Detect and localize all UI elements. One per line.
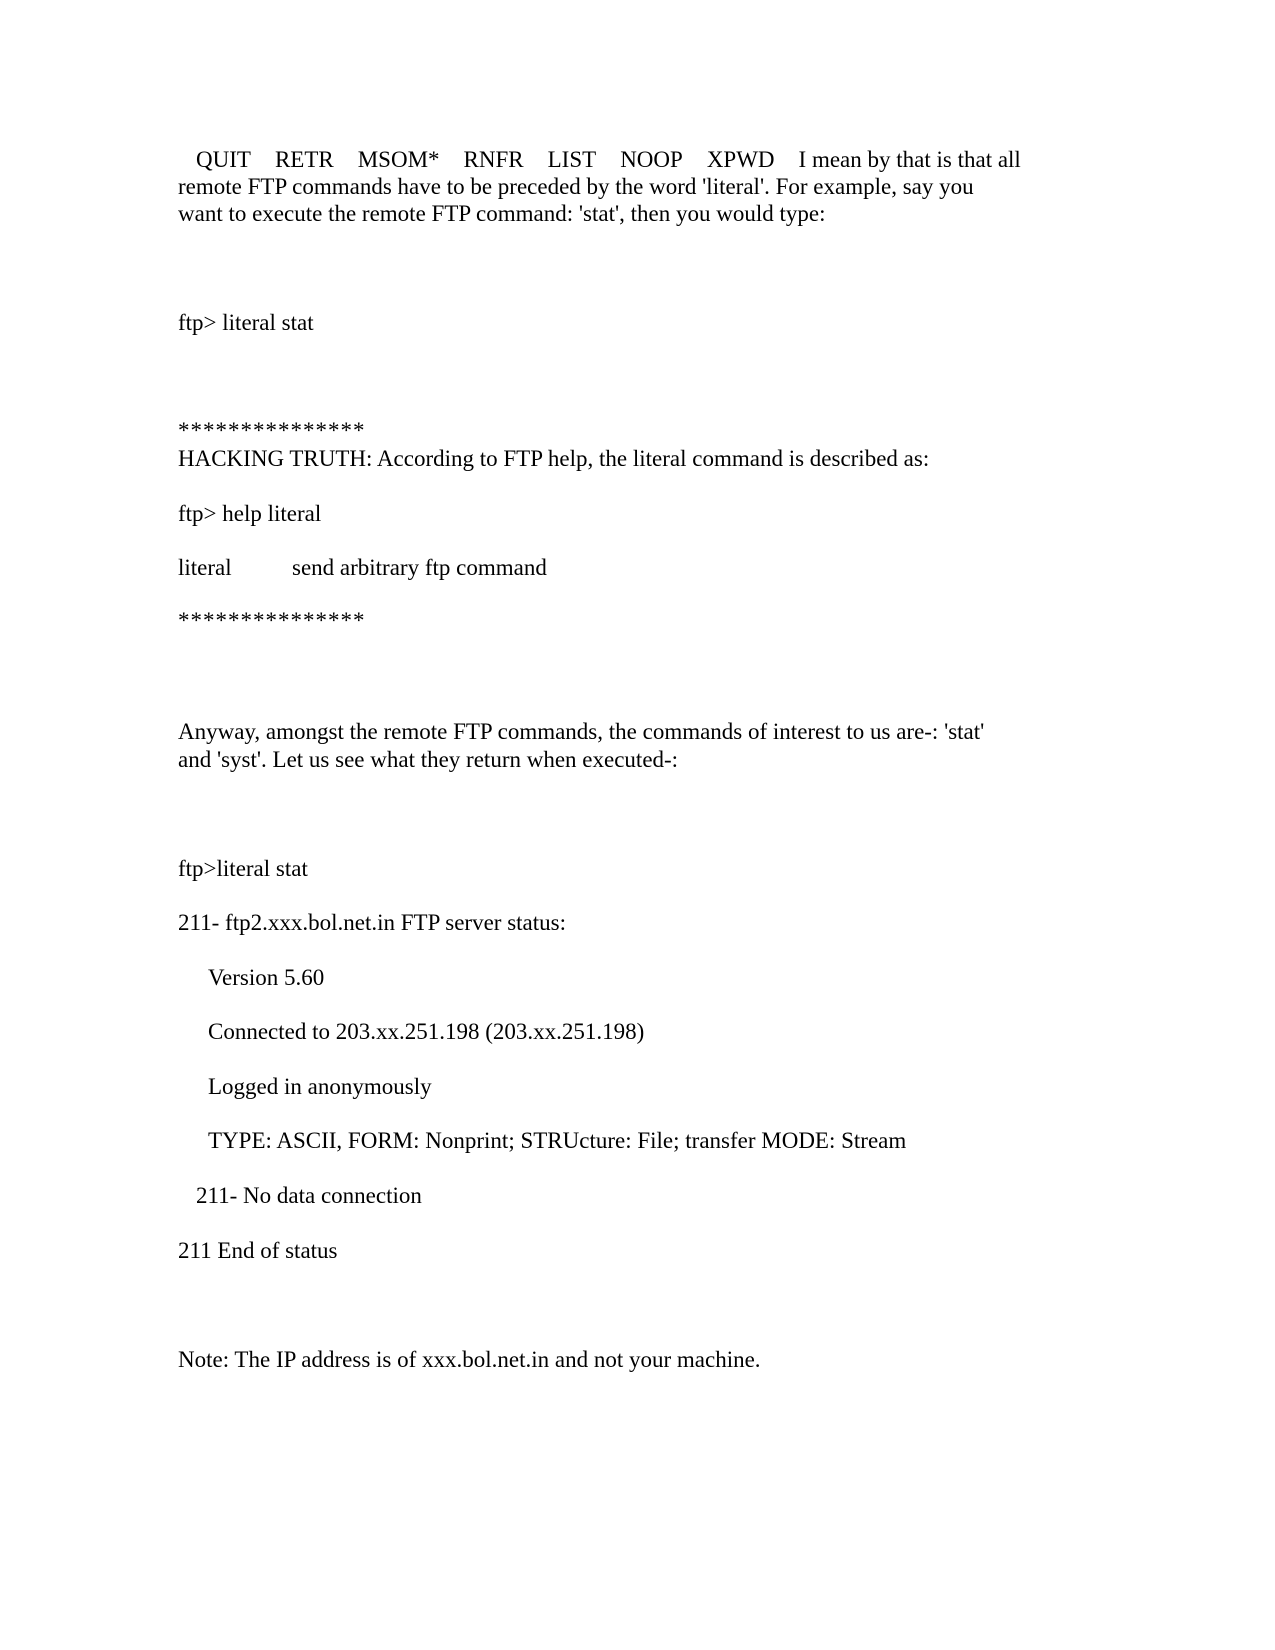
help-description: send arbitrary ftp command bbox=[292, 555, 547, 580]
stat-logged-line: Logged in anonymously bbox=[208, 1074, 432, 1099]
stat-type-line: TYPE: ASCII, FORM: Nonprint; STRUcture: File; transfer MODE: Stream bbox=[208, 1128, 907, 1153]
stat-no-data-line: 211- No data connection bbox=[196, 1183, 422, 1208]
intro-line-3: want to execute the remote FTP command: 'stat', then you would type: bbox=[178, 201, 826, 226]
command-list: LIST bbox=[547, 147, 597, 172]
help-term: literal bbox=[178, 555, 232, 580]
help-command: ftp> help literal bbox=[178, 501, 322, 526]
intro-line-1-tail: I mean by that is that all bbox=[798, 147, 1021, 172]
command-quit: QUIT bbox=[196, 147, 251, 172]
anyway-line-2: and 'syst'. Let us see what they return when executed-: bbox=[178, 747, 679, 772]
separator-bottom: *************** bbox=[178, 608, 366, 633]
command-retr: RETR bbox=[274, 147, 334, 172]
stat-connected-line: Connected to 203.xx.251.198 (203.xx.251.198) bbox=[208, 1019, 645, 1044]
stat-status-line: 211- ftp2.xxx.bol.net.in FTP server status: bbox=[178, 910, 566, 935]
hacking-truth-heading: HACKING TRUTH: According to FTP help, the literal command is described as: bbox=[178, 446, 930, 471]
stat-end-line: 211 End of status bbox=[178, 1238, 338, 1263]
intro-line-2: remote FTP commands have to be preceded by the word 'literal'. For example, say you bbox=[178, 174, 974, 199]
anyway-line-1: Anyway, amongst the remote FTP commands, the commands of interest to us are-: 'stat' bbox=[178, 719, 985, 744]
stat-command: ftp>literal stat bbox=[178, 856, 308, 881]
note-line: Note: The IP address is of xxx.bol.net.in and not your machine. bbox=[178, 1347, 761, 1372]
command-xpwd: XPWD bbox=[706, 147, 775, 172]
separator-top: *************** bbox=[178, 418, 366, 443]
command-rnfr: RNFR bbox=[463, 147, 524, 172]
command-noop: NOOP bbox=[620, 147, 683, 172]
intro-line-1 bbox=[196, 145, 1021, 174]
stat-version-line: Version 5.60 bbox=[208, 965, 325, 990]
example-command: ftp> literal stat bbox=[178, 310, 314, 335]
command-msom: MSOM* bbox=[357, 147, 440, 172]
help-entry bbox=[178, 553, 547, 582]
